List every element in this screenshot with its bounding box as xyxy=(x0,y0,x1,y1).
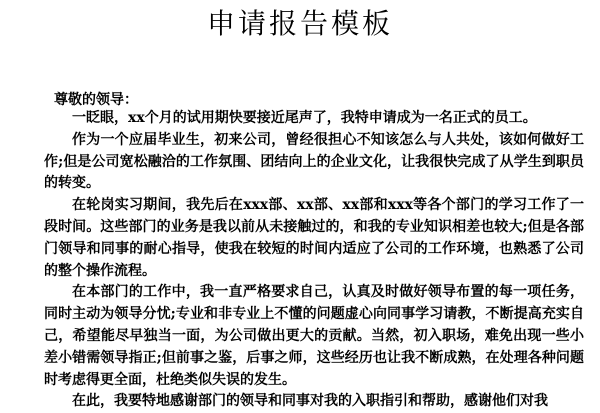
document-title: 申请报告模板 xyxy=(206,7,393,40)
paragraph-rotation: 在轮岗实习期间，我先后在xxx部、xx部、xx部和xxx等各个部门的学习工作了一段时间。这些部门的业务是我以前从未接触过的，和我的专业知识相差也较大;但是各部门领导和同事的耐心指导，使我在较短的时间内适应了公司的工作环境，也熟悉了公司的整个操作流程。 xyxy=(44,197,584,279)
paragraph-department-work: 在本部门的工作中，我一直严格要求自己，认真及时做好领导布置的每一项任务，同时主动为领导分忧;专业和非专业上不懂的问题虚心向同事学习请教，不断提高充实自己，希望能尽早独当一面，为公司做出更大的贡献。当然，初入职场，难免出现一些小差小错需领导指正;但前事之鉴，后事之师，这些经历也让我不断成熟，在处理各种问题时考虑得更全面，杜绝类似失误的发生。 xyxy=(44,284,584,388)
paragraph-thanks: 在此，我要特地感谢部门的领导和同事对我的入职指引和帮助，感谢他们对我 xyxy=(72,393,548,410)
document-body xyxy=(44,108,584,413)
salutation: 尊敬的领导： xyxy=(54,92,138,108)
paragraph-probation: 一眨眼，xx个月的试用期快要接近尾声了，我特申请成为一名正式的员工。 xyxy=(72,110,537,126)
paragraph-graduate: 作为一个应届毕业生，初来公司，曾经很担心不知该怎么与人共处，该如何做好工作;但是公司宽松融洽的工作氛围、团结向上的企业文化，让我很快完成了从学生到职员的转变。 xyxy=(44,131,584,192)
